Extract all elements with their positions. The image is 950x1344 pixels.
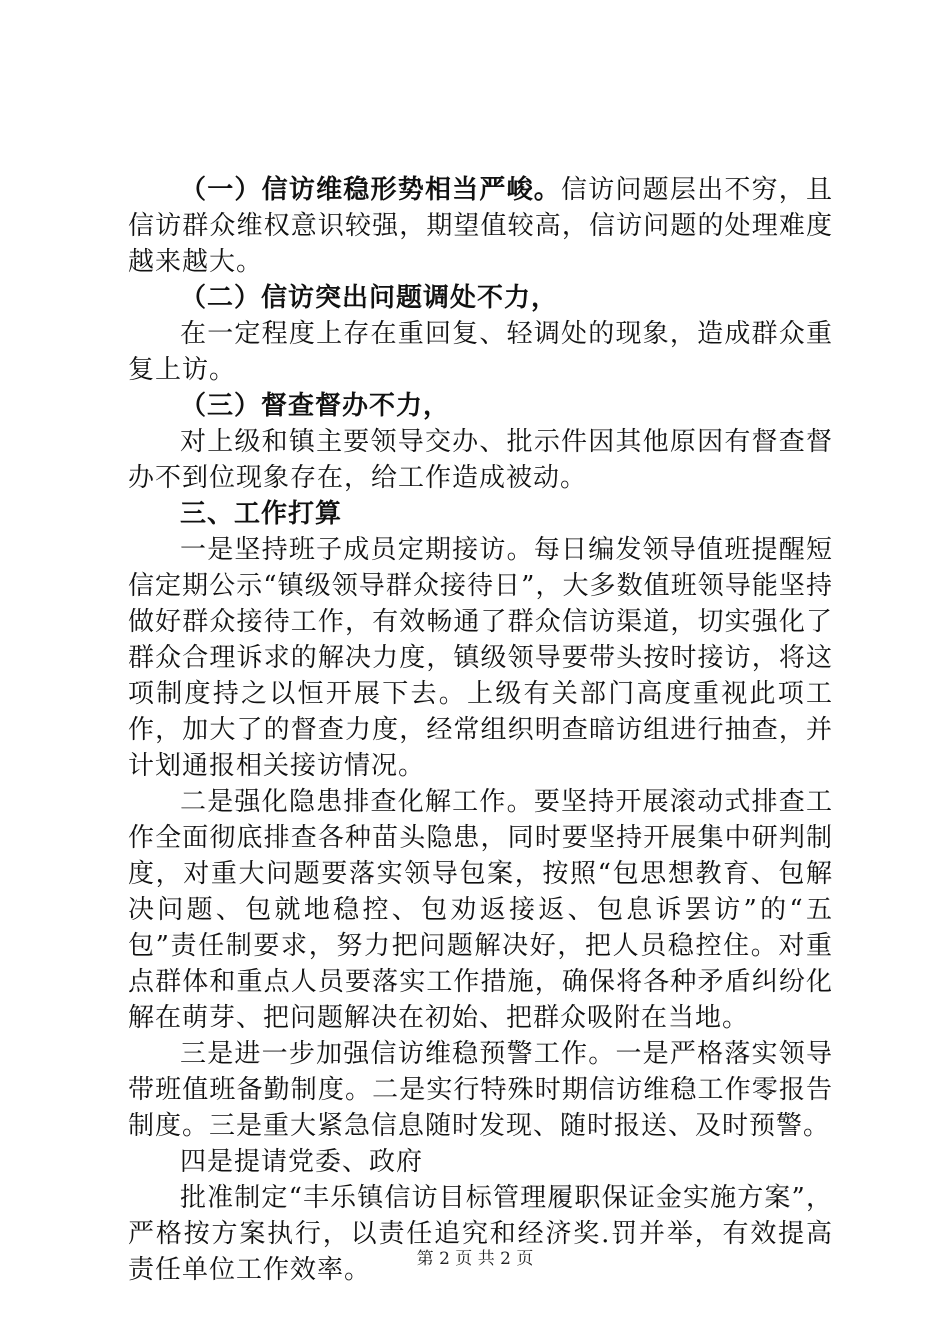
paragraph-7: 四是提请党委、政府 [180, 1147, 424, 1177]
paragraph-8: 批准制定“丰乐镇信访目标管理履职保证金实施方案”，严格按方案执行，以责任追究和经济奖.罚并举，有效提高责任单位工作效率。 [128, 1183, 833, 1285]
paragraph-4: 一是坚持班子成员定期接访。每日编发领导值班提醒短信定期公示“镇级领导群众接待日”，大多数值班领导能坚持做好群众接待工作，有效畅通了群众信访渠道，切实强化了群众合理诉求的解决力度，镇级领导要带头按时接访，将这项制度持之以恒开展下去。上级有关部门高度重视此项工作，加大了的督查力度，经常组织明查暗访组进行抽查，并计划通报相关接访情况。 [128, 535, 833, 781]
paragraph-1-text: 信访问题层出不穷，且信访群众维权意识较强，期望值较高，信访问题的处理难度越来越大。 [128, 175, 833, 277]
paragraph-3: 对上级和镇主要领导交办、批示件因其他原因有督查督办不到位现象存在，给工作造成被动。 [128, 427, 833, 493]
paragraph-1 [128, 172, 833, 280]
document-body [128, 172, 833, 1288]
section-heading-1: （一）信访维稳形势相当严峻。 [180, 175, 562, 205]
paragraph-6: 三是进一步加强信访维稳预警工作。一是严格落实领导带班值班备勤制度。二是实行特殊时期信访维稳工作零报告制度。三是重大紧急信息随时发现、随时报送、及时预警。 [128, 1039, 833, 1141]
section-heading-3: （三）督查督办不力， [180, 391, 451, 421]
section-heading-2: （二）信访突出问题调处不力， [180, 283, 559, 313]
section-heading-4: 三、工作打算 [180, 499, 343, 529]
paragraph-5: 二是强化隐患排查化解工作。要坚持开展滚动式排查工作全面彻底排查各种苗头隐患，同时要坚持开展集中研判制度，对重大问题要落实领导包案，按照“包思想教育、包解决问题、包就地稳控、包劝返接返、包息诉罢访”的“五包”责任制要求，努力把问题解决好，把人员稳控住。对重点群体和重点人员要落实工作措施，确保将各种矛盾纠纷化解在萌芽、把问题解决在初始、把群众吸附在当地。 [128, 787, 833, 1033]
paragraph-2: 在一定程度上存在重回复、轻调处的现象，造成群众重复上访。 [128, 319, 833, 385]
page-footer: 第 2 页 共 2 页 [416, 1249, 534, 1269]
